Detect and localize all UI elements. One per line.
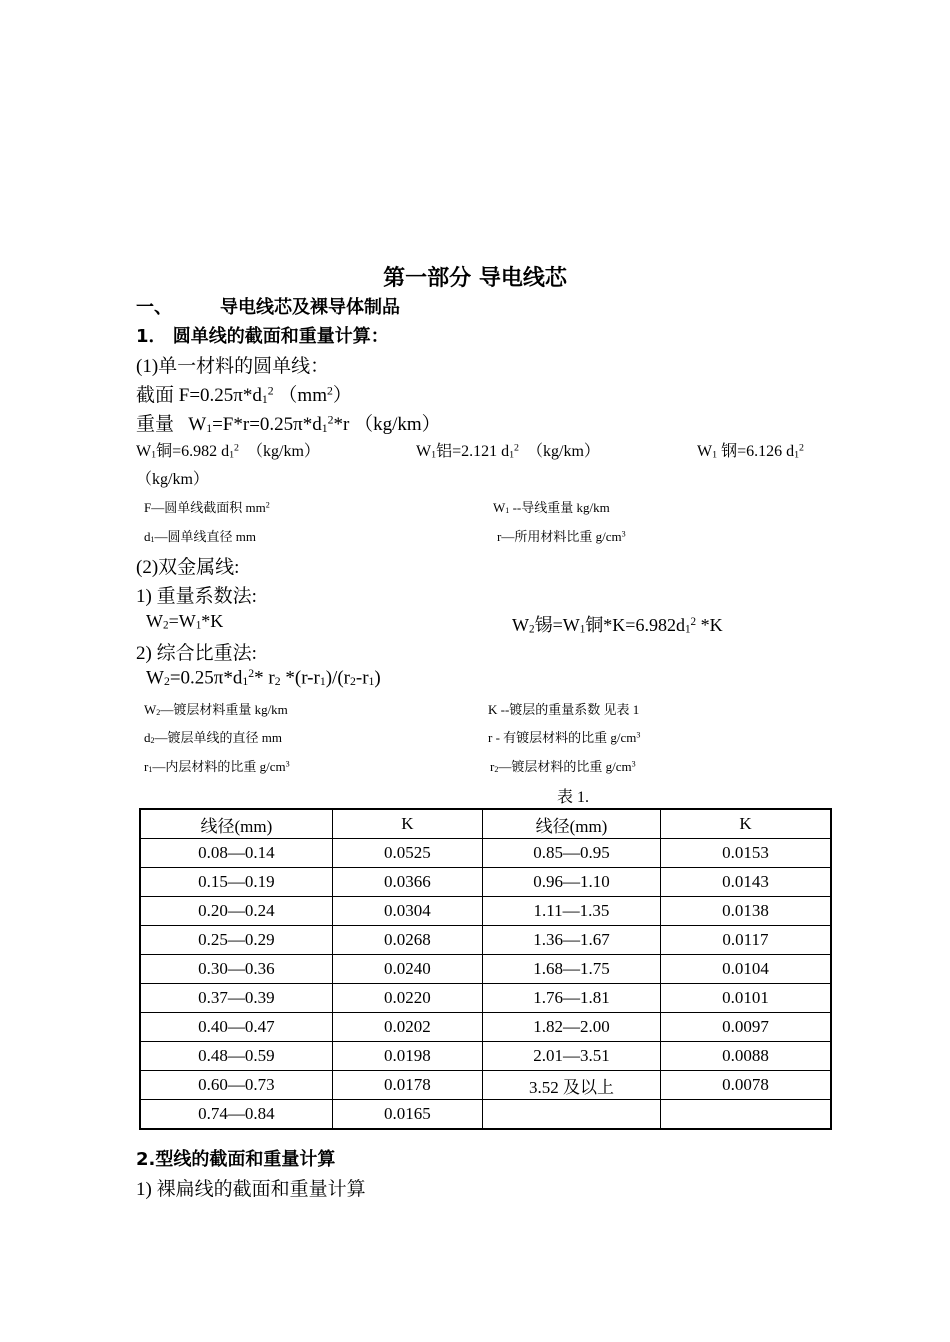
weight-formula: 重量 $W_1=F*r=0.25\pi*d_1^2*r$ （kg/km）: [136, 413, 441, 435]
section-number: 一、: [136, 297, 172, 318]
def-d1: $d_1—$圆单线直径 mm: [144, 529, 257, 545]
method1-heading: 1) 重量系数法:: [136, 586, 257, 607]
section-heading: [136, 293, 400, 319]
table-cell: 0.0097: [660, 1013, 831, 1042]
cross-section-formula: 截面 $F=0.25\pi*d_1^2$ $(mm^2)$: [136, 384, 352, 406]
section2-1-heading: 1) 裸扁线的截面和重量计算: [136, 1179, 366, 1200]
section2-heading: 2.型线的截面和重量计算: [136, 1149, 336, 1170]
section-title: 导电线芯及裸导体制品: [220, 297, 400, 318]
steel-unit: （kg/km）: [136, 471, 209, 488]
table-cell: [483, 1100, 661, 1130]
table-row: [140, 984, 831, 1013]
table-cell: 0.0202: [332, 1013, 482, 1042]
table-cell: 0.0138: [660, 897, 831, 926]
table-cell: 0.0525: [332, 839, 482, 868]
table-cell: 0.25—0.29: [140, 926, 332, 955]
table-cell: 1.36—1.67: [483, 926, 661, 955]
table-cell: 0.0101: [660, 984, 831, 1013]
table-cell: 0.0088: [660, 1042, 831, 1071]
table-cell: 0.30—0.36: [140, 955, 332, 984]
def-d2: $d_2—$镀层单线的直径 mm: [144, 730, 283, 746]
table-cell: 0.48—0.59: [140, 1042, 332, 1071]
table-cell: 1.82—2.00: [483, 1013, 661, 1042]
table-cell: 0.85—0.95: [483, 839, 661, 868]
table-cell: 0.60—0.73: [140, 1071, 332, 1100]
table-cell: 0.0165: [332, 1100, 482, 1130]
table-cell: 0.0198: [332, 1042, 482, 1071]
def-r-coated: r - 有镀层材料的比重 $g/cm^3$: [488, 730, 641, 745]
table-cell: [660, 1100, 831, 1130]
copper-constant: $W_1$铜=6.982 $d_1^2$ （kg/km）: [136, 442, 320, 461]
cross-section-label: 截面: [136, 385, 175, 406]
w2-composite-formula: $W_2=0.25\pi*d_1^2*$ $r_2$ $*(r-r_1)/(r_2-r_1)$: [146, 667, 381, 689]
coefficient-table: [139, 808, 832, 1130]
table-header-row: [140, 809, 831, 839]
table-header-cell: 线径(mm): [140, 809, 332, 839]
table-cell: 0.0143: [660, 868, 831, 897]
def-k: K --镀层的重量系数 见表 1: [488, 702, 640, 717]
table-cell: 0.0304: [332, 897, 482, 926]
def-r1: $r_1—$内层材料的比重 $g/cm^3$: [144, 759, 290, 775]
table-cell: 0.0178: [332, 1071, 482, 1100]
w2-formula: $W_2=W_1*K$: [146, 611, 224, 632]
table-cell: 1.11—1.35: [483, 897, 661, 926]
table-cell: 0.0220: [332, 984, 482, 1013]
table-cell: 0.74—0.84: [140, 1100, 332, 1130]
table-cell: 2.01—3.51: [483, 1042, 661, 1071]
weight-label: 重量: [136, 414, 175, 435]
table-row: [140, 1042, 831, 1071]
table-header-cell: K: [332, 809, 482, 839]
table-cell: 0.0240: [332, 955, 482, 984]
table-cell: 0.0268: [332, 926, 482, 955]
table-cell: 0.08—0.14: [140, 839, 332, 868]
table-cell: 0.96—1.10: [483, 868, 661, 897]
table-cell: 0.20—0.24: [140, 897, 332, 926]
def-f: F—圆单线截面积 $mm^2$: [144, 500, 270, 515]
table-cell: 0.40—0.47: [140, 1013, 332, 1042]
table-cell: 3.52 及以上: [483, 1071, 661, 1100]
bimetal-heading: (2)双金属线:: [136, 557, 240, 578]
page-title: 第一部分 导电线芯: [383, 266, 567, 291]
table-cell: 0.0366: [332, 868, 482, 897]
table-cell: 1.76—1.81: [483, 984, 661, 1013]
table-row: [140, 897, 831, 926]
table-row: [140, 926, 831, 955]
def-r2: $r_2—$镀层材料的比重 $g/cm^3$: [490, 759, 636, 775]
w2-tin-formula: $W_2$锡$=W_1$铜$*K=6.982d_1^2$ *K: [512, 615, 723, 636]
def-w1: $W_1$ --导线重量 kg/km: [493, 500, 610, 516]
subsection-heading: 1． 圆单线的截面和重量计算：: [136, 326, 389, 347]
table-row: [140, 839, 831, 868]
aluminum-constant: $W_1$铝=2.121 $d_1^2$ （kg/km）: [416, 442, 600, 461]
single-material-heading: (1)单一材料的圆单线：: [136, 356, 330, 377]
table-cell: 0.0078: [660, 1071, 831, 1100]
table-cell: 0.15—0.19: [140, 868, 332, 897]
table-cell: 0.0153: [660, 839, 831, 868]
table-row: [140, 1013, 831, 1042]
def-r: r—所用材料比重 $g/cm^3$: [497, 529, 626, 544]
table-cell: 1.68—1.75: [483, 955, 661, 984]
table-header-cell: K: [660, 809, 831, 839]
table-header-cell: 线径(mm): [483, 809, 661, 839]
table-row: [140, 1071, 831, 1100]
steel-constant: $W_1$ 钢=6.126 $d_1^2$: [697, 442, 804, 461]
table-body: [140, 839, 831, 1130]
def-w2: $W_2—$镀层材料重量 kg/km: [144, 702, 288, 718]
table-cell: 0.37—0.39: [140, 984, 332, 1013]
table-row: [140, 955, 831, 984]
table-cell: 0.0104: [660, 955, 831, 984]
table-row: [140, 1100, 831, 1130]
table-cell: 0.0117: [660, 926, 831, 955]
method2-heading: 2) 综合比重法:: [136, 643, 257, 664]
table-row: [140, 868, 831, 897]
table-caption: 表 1.: [557, 789, 590, 806]
